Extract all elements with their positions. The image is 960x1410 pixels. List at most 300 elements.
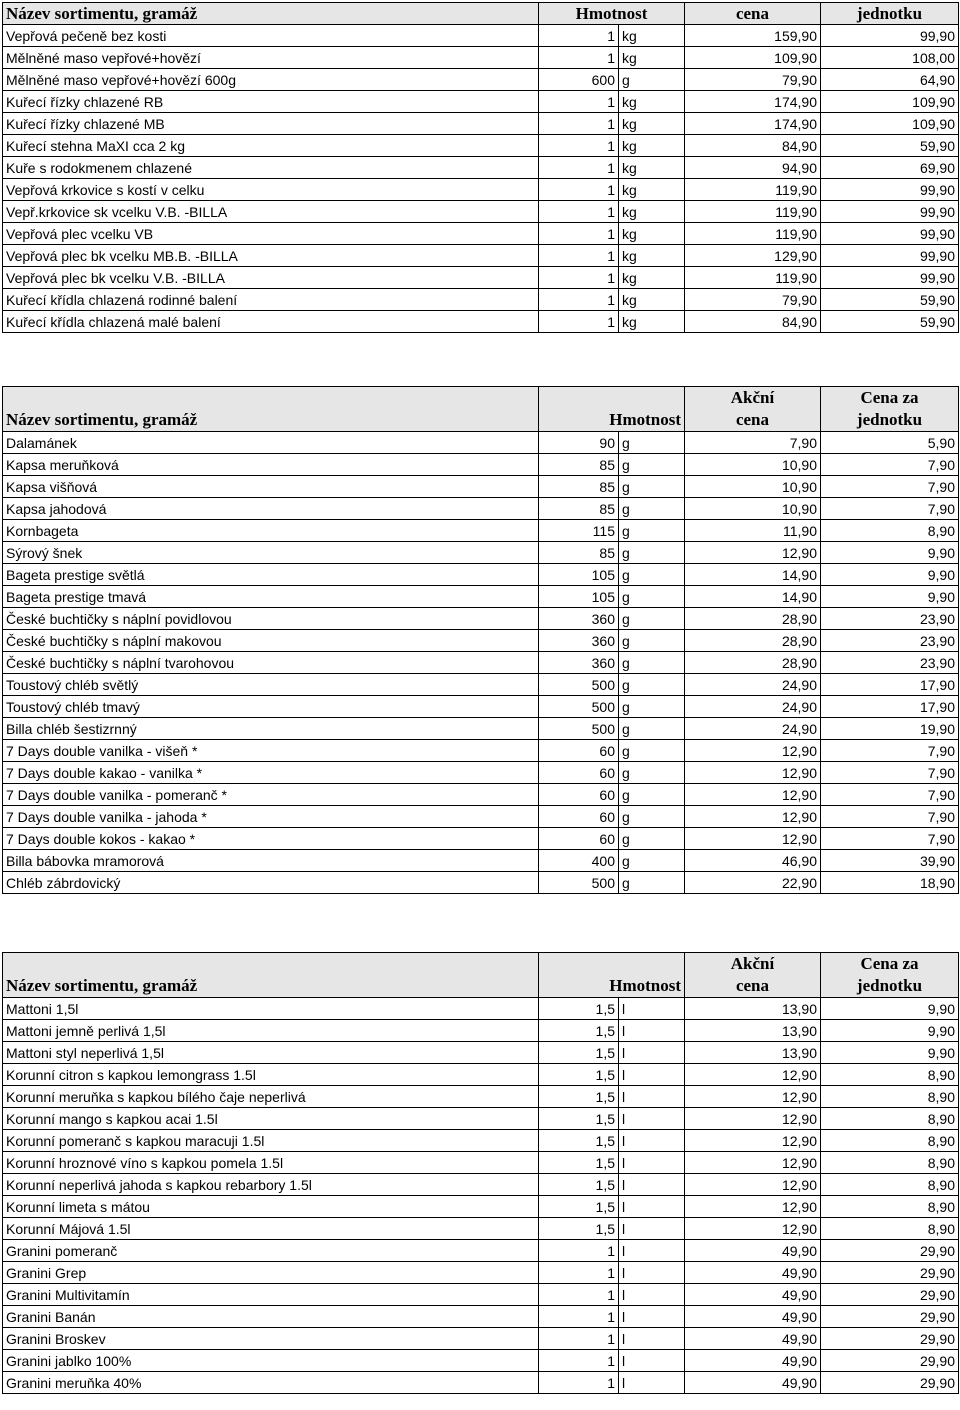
unit-price-cell: 7,90 [821,498,959,520]
table-row [3,201,959,223]
table-row [3,998,959,1020]
header-price-line2: cena [735,4,770,23]
quantity-cell: 1 [539,1372,619,1394]
unit-price-cell: 99,90 [821,245,959,267]
table-row [3,1240,959,1262]
unit-cell: g [619,542,685,564]
unit-cell: l [619,1020,685,1042]
unit-cell: kg [619,91,685,113]
product-name-cell: Kapsa višňová [3,476,539,498]
unit-cell: l [619,998,685,1020]
quantity-cell: 1 [539,1240,619,1262]
product-name-cell: Vepřová plec vcelku VB [3,223,539,245]
unit-cell: g [619,652,685,674]
unit-price-cell: 99,90 [821,267,959,289]
unit-price-cell: 99,90 [821,223,959,245]
price-cell: 24,90 [685,718,821,740]
unit-cell: g [619,872,685,894]
unit-cell: g [619,828,685,850]
quantity-cell: 1 [539,157,619,179]
product-name-cell: Bageta prestige světlá [3,564,539,586]
quantity-cell: 1,5 [539,1108,619,1130]
unit-price-cell: 109,90 [821,91,959,113]
table-row [3,674,959,696]
price-cell: 12,90 [685,806,821,828]
table-header-row [3,953,959,998]
unit-price-cell: 17,90 [821,696,959,718]
quantity-cell: 500 [539,674,619,696]
quantity-cell: 1 [539,1350,619,1372]
quantity-cell: 1 [539,311,619,333]
quantity-cell: 1,5 [539,1218,619,1240]
quantity-cell: 1 [539,1262,619,1284]
quantity-cell: 105 [539,564,619,586]
unit-price-cell: 9,90 [821,1020,959,1042]
product-name-cell: Korunní limeta s mátou [3,1196,539,1218]
unit-cell: g [619,586,685,608]
price-cell: 49,90 [685,1372,821,1394]
unit-price-cell: 8,90 [821,1086,959,1108]
unit-cell: kg [619,201,685,223]
price-cell: 10,90 [685,476,821,498]
unit-price-cell: 23,90 [821,630,959,652]
header-unit-price-line2: jednotku [856,4,923,23]
product-name-cell: Mělněné maso vepřové+hovězí [3,47,539,69]
price-cell: 49,90 [685,1262,821,1284]
table-row [3,135,959,157]
price-cell: 22,90 [685,872,821,894]
unit-cell: l [619,1042,685,1064]
table-row [3,113,959,135]
product-name-cell: Korunní Májová 1.5l [3,1218,539,1240]
unit-price-cell: 8,90 [821,1174,959,1196]
table-row [3,432,959,454]
quantity-cell: 85 [539,454,619,476]
quantity-cell: 1 [539,113,619,135]
price-cell: 46,90 [685,850,821,872]
price-cell: 79,90 [685,69,821,91]
product-name-cell: České buchtičky s náplní makovou [3,630,539,652]
table-row [3,157,959,179]
quantity-cell: 1 [539,1284,619,1306]
price-cell: 12,90 [685,762,821,784]
quantity-cell: 360 [539,630,619,652]
price-cell: 129,90 [685,245,821,267]
unit-price-cell: 9,90 [821,586,959,608]
bakery-price-table [2,386,959,894]
unit-cell: g [619,674,685,696]
product-name-cell: Korunní meruňka s kapkou bílého čaje neperlivá [3,1086,539,1108]
price-cell: 14,90 [685,564,821,586]
product-name-cell: 7 Days double vanilka - višeň * [3,740,539,762]
product-name-cell: Vepřová plec bk vcelku V.B. -BILLA [3,267,539,289]
unit-cell: l [619,1218,685,1240]
header-unit-price-line1: Cena za [860,388,919,407]
quantity-cell: 60 [539,784,619,806]
product-name-cell: Mattoni jemně perlivá 1,5l [3,1020,539,1042]
product-name-cell: 7 Days double kakao - vanilka * [3,762,539,784]
product-name-cell: Mattoni styl neperlivá 1,5l [3,1042,539,1064]
table-row [3,267,959,289]
unit-price-cell: 29,90 [821,1372,959,1394]
unit-cell: kg [619,289,685,311]
table-row [3,179,959,201]
unit-price-cell: 8,90 [821,1196,959,1218]
quantity-cell: 360 [539,608,619,630]
quantity-cell: 360 [539,652,619,674]
table-row [3,542,959,564]
unit-cell: kg [619,267,685,289]
price-cell: 119,90 [685,267,821,289]
table-row [3,1218,959,1240]
unit-price-cell: 29,90 [821,1240,959,1262]
table-row [3,1262,959,1284]
table-row [3,1174,959,1196]
header-price-line1: Akční [730,388,775,407]
header-price [685,3,821,25]
unit-cell: l [619,1306,685,1328]
unit-price-cell: 29,90 [821,1284,959,1306]
quantity-cell: 60 [539,828,619,850]
product-name-cell: Granini Broskev [3,1328,539,1350]
product-name-cell: Bageta prestige tmavá [3,586,539,608]
unit-price-cell: 109,90 [821,113,959,135]
table-row [3,718,959,740]
quantity-cell: 1,5 [539,1196,619,1218]
unit-price-cell: 8,90 [821,1064,959,1086]
product-name-cell: Billa bábovka mramorová [3,850,539,872]
table-row [3,696,959,718]
product-name-cell: Korunní neperlivá jahoda s kapkou rebarbory 1.5l [3,1174,539,1196]
unit-price-cell: 17,90 [821,674,959,696]
quantity-cell: 1,5 [539,1020,619,1042]
quantity-cell: 85 [539,542,619,564]
quantity-cell: 500 [539,718,619,740]
header-unit-price [821,3,959,25]
price-cell: 94,90 [685,157,821,179]
unit-cell: g [619,806,685,828]
price-cell: 14,90 [685,586,821,608]
unit-cell: kg [619,245,685,267]
unit-cell: g [619,69,685,91]
quantity-cell: 500 [539,696,619,718]
price-cell: 159,90 [685,25,821,47]
table-row [3,1042,959,1064]
table-row [3,806,959,828]
unit-price-cell: 99,90 [821,201,959,223]
table-row [3,69,959,91]
product-name-cell: Granini pomeranč [3,1240,539,1262]
price-cell: 12,90 [685,1218,821,1240]
unit-price-cell: 59,90 [821,289,959,311]
price-cell: 119,90 [685,179,821,201]
product-name-cell: Korunní mango s kapkou acai 1.5l [3,1108,539,1130]
price-cell: 84,90 [685,135,821,157]
quantity-cell: 1 [539,223,619,245]
product-name-cell: Granini Multivitamín [3,1284,539,1306]
unit-price-cell: 7,90 [821,806,959,828]
unit-price-cell: 29,90 [821,1328,959,1350]
header-price [685,387,821,432]
price-cell: 12,90 [685,1174,821,1196]
quantity-cell: 1,5 [539,1042,619,1064]
unit-price-cell: 8,90 [821,520,959,542]
product-name-cell: Korunní pomeranč s kapkou maracuji 1.5l [3,1130,539,1152]
price-cell: 13,90 [685,1020,821,1042]
quantity-cell: 1,5 [539,1064,619,1086]
product-name-cell: Toustový chléb světlý [3,674,539,696]
unit-cell: l [619,1284,685,1306]
quantity-cell: 1,5 [539,1086,619,1108]
product-name-cell: Kuřecí řízky chlazené MB [3,113,539,135]
unit-cell: kg [619,157,685,179]
price-cell: 174,90 [685,91,821,113]
unit-cell: g [619,740,685,762]
quantity-cell: 1 [539,1328,619,1350]
price-cell: 24,90 [685,696,821,718]
quantity-cell: 1,5 [539,1152,619,1174]
product-name-cell: Vepřová pečeně bez kosti [3,25,539,47]
unit-price-cell: 64,90 [821,69,959,91]
product-name-cell: Granini jablko 100% [3,1350,539,1372]
product-name-cell: Kuřecí řízky chlazené RB [3,91,539,113]
product-name-cell: Korunní hroznové víno s kapkou pomela 1.5l [3,1152,539,1174]
meat-price-table [2,2,959,333]
header-unit-price [821,953,959,998]
unit-cell: kg [619,311,685,333]
table-row [3,1350,959,1372]
product-name-cell: Granini meruňka 40% [3,1372,539,1394]
product-name-cell: Toustový chléb tmavý [3,696,539,718]
unit-price-cell: 7,90 [821,454,959,476]
unit-cell: l [619,1196,685,1218]
unit-cell: l [619,1240,685,1262]
quantity-cell: 105 [539,586,619,608]
quantity-cell: 60 [539,762,619,784]
product-name-cell: Billa chléb šestizrnný [3,718,539,740]
unit-price-cell: 7,90 [821,476,959,498]
unit-cell: l [619,1152,685,1174]
price-cell: 12,90 [685,1108,821,1130]
quantity-cell: 1 [539,135,619,157]
unit-cell: l [619,1372,685,1394]
unit-price-cell: 7,90 [821,740,959,762]
price-cell: 10,90 [685,454,821,476]
product-name-cell: Kapsa meruňková [3,454,539,476]
quantity-cell: 1 [539,91,619,113]
unit-price-cell: 99,90 [821,179,959,201]
quantity-cell: 400 [539,850,619,872]
price-cell: 13,90 [685,1042,821,1064]
table-row [3,1086,959,1108]
quantity-cell: 1 [539,1306,619,1328]
table-row [3,740,959,762]
table-row [3,762,959,784]
unit-price-cell: 7,90 [821,784,959,806]
quantity-cell: 60 [539,806,619,828]
unit-cell: g [619,718,685,740]
unit-price-cell: 8,90 [821,1130,959,1152]
unit-cell: l [619,1064,685,1086]
unit-price-cell: 9,90 [821,1042,959,1064]
price-cell: 13,90 [685,998,821,1020]
table-row [3,630,959,652]
quantity-cell: 85 [539,476,619,498]
price-cell: 12,90 [685,1064,821,1086]
quantity-cell: 600 [539,69,619,91]
table-row [3,245,959,267]
price-cell: 12,90 [685,740,821,762]
product-name-cell: Vepř.krkovice sk vcelku V.B. -BILLA [3,201,539,223]
unit-price-cell: 99,90 [821,25,959,47]
quantity-cell: 1 [539,201,619,223]
quantity-cell: 1 [539,179,619,201]
product-name-cell: Korunní citron s kapkou lemongrass 1.5l [3,1064,539,1086]
table-row [3,1130,959,1152]
table-row [3,1306,959,1328]
unit-cell: g [619,432,685,454]
quantity-cell: 1 [539,289,619,311]
table-row [3,1108,959,1130]
price-cell: 11,90 [685,520,821,542]
quantity-cell: 90 [539,432,619,454]
quantity-cell: 1,5 [539,998,619,1020]
price-cell: 10,90 [685,498,821,520]
unit-cell: kg [619,135,685,157]
header-unit-price-line2: jednotku [856,976,923,995]
product-name-cell: Granini Banán [3,1306,539,1328]
header-price-line2: cena [735,976,770,995]
price-cell: 49,90 [685,1350,821,1372]
unit-cell: l [619,1262,685,1284]
product-name-cell: Granini Grep [3,1262,539,1284]
table-row [3,1020,959,1042]
product-name-cell: Kuřecí křídla chlazená malé balení [3,311,539,333]
unit-cell: kg [619,113,685,135]
header-price-line1: Akční [730,954,775,973]
quantity-cell: 60 [539,740,619,762]
product-name-cell: Kuře s rodokmenem chlazené [3,157,539,179]
quantity-cell: 1,5 [539,1130,619,1152]
header-weight: Hmotnost [539,3,685,25]
quantity-cell: 85 [539,498,619,520]
table-row [3,608,959,630]
price-cell: 24,90 [685,674,821,696]
unit-price-cell: 29,90 [821,1262,959,1284]
product-name-cell: Kapsa jahodová [3,498,539,520]
beverage-price-table [2,952,959,1394]
unit-price-cell: 9,90 [821,542,959,564]
unit-cell: g [619,696,685,718]
table-row [3,476,959,498]
unit-cell: g [619,850,685,872]
unit-price-cell: 7,90 [821,828,959,850]
product-name-cell: Kuřecí křídla chlazená rodinné balení [3,289,539,311]
quantity-cell: 1 [539,25,619,47]
unit-cell: g [619,784,685,806]
product-name-cell: Mattoni 1,5l [3,998,539,1020]
product-name-cell: Chléb zábrdovický [3,872,539,894]
table-header-row [3,3,959,25]
quantity-cell: 1 [539,267,619,289]
table-row [3,1328,959,1350]
table-row [3,1196,959,1218]
table-row [3,47,959,69]
table-row [3,498,959,520]
product-name-cell: Vepřová krkovice s kostí v celku [3,179,539,201]
unit-cell: kg [619,25,685,47]
unit-cell: g [619,476,685,498]
table-row [3,586,959,608]
table-row [3,223,959,245]
price-cell: 12,90 [685,542,821,564]
header-weight: Hmotnost [539,387,685,432]
unit-cell: kg [619,179,685,201]
unit-price-cell: 59,90 [821,135,959,157]
price-cell: 12,90 [685,1196,821,1218]
quantity-cell: 115 [539,520,619,542]
price-cell: 79,90 [685,289,821,311]
unit-cell: g [619,762,685,784]
unit-cell: kg [619,223,685,245]
unit-cell: g [619,630,685,652]
table-row [3,1284,959,1306]
table-row [3,311,959,333]
price-cell: 12,90 [685,784,821,806]
header-weight: Hmotnost [539,953,685,998]
product-name-cell: České buchtičky s náplní povidlovou [3,608,539,630]
product-name-cell: Sýrový šnek [3,542,539,564]
quantity-cell: 1 [539,47,619,69]
header-price-line2: cena [735,410,770,429]
table-row [3,91,959,113]
price-cell: 28,90 [685,630,821,652]
price-cell: 84,90 [685,311,821,333]
unit-cell: kg [619,47,685,69]
header-unit-price-line2: jednotku [856,410,923,429]
unit-price-cell: 7,90 [821,762,959,784]
table-row [3,652,959,674]
unit-price-cell: 9,90 [821,564,959,586]
price-cell: 49,90 [685,1284,821,1306]
price-cell: 12,90 [685,1130,821,1152]
product-name-cell: 7 Days double vanilka - jahoda * [3,806,539,828]
price-cell: 12,90 [685,828,821,850]
table-row [3,564,959,586]
unit-cell: l [619,1174,685,1196]
product-name-cell: Vepřová plec bk vcelku MB.B. -BILLA [3,245,539,267]
product-name-cell: Mělněné maso vepřové+hovězí 600g [3,69,539,91]
unit-price-cell: 9,90 [821,998,959,1020]
table-row [3,289,959,311]
price-cell: 119,90 [685,223,821,245]
price-cell: 7,90 [685,432,821,454]
table-row [3,454,959,476]
quantity-cell: 1,5 [539,1174,619,1196]
unit-price-cell: 39,90 [821,850,959,872]
unit-price-cell: 23,90 [821,652,959,674]
price-cell: 28,90 [685,652,821,674]
price-cell: 28,90 [685,608,821,630]
header-unit-price [821,387,959,432]
unit-cell: l [619,1108,685,1130]
unit-cell: g [619,454,685,476]
header-price [685,953,821,998]
product-name-cell: Dalamánek [3,432,539,454]
unit-price-cell: 59,90 [821,311,959,333]
table-row [3,25,959,47]
header-name: Název sortimentu, gramáž [3,3,539,25]
